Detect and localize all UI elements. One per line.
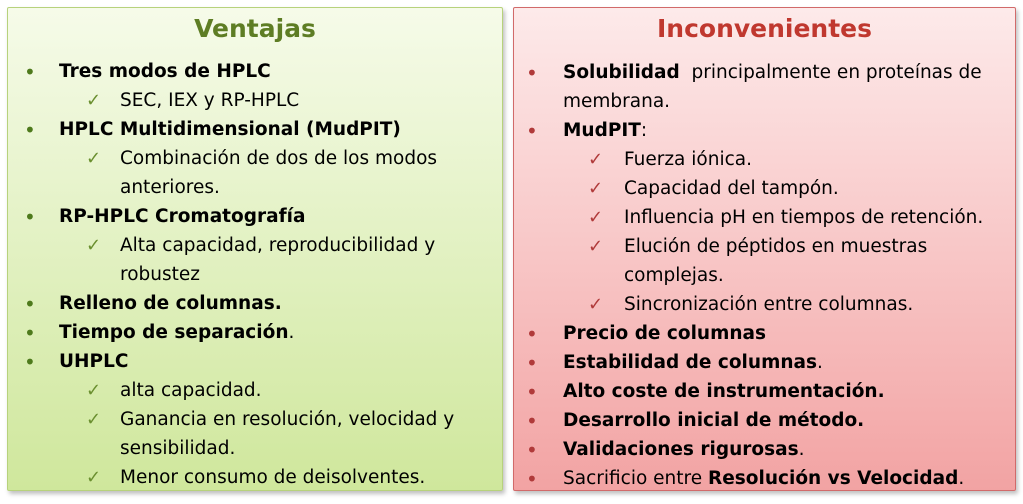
check-icon: ✓: [588, 294, 604, 315]
list-item-continuation: membrana.: [563, 91, 671, 112]
list-item: Tres modos de HPLC: [59, 61, 271, 82]
list-item: Alto coste de instrumentación.: [563, 381, 885, 402]
bullet-icon: •: [24, 350, 36, 374]
list-item: UHPLC: [59, 351, 129, 372]
bullet-icon: •: [526, 119, 538, 143]
list-item: RP-HPLC Cromatografía: [59, 206, 306, 227]
list-item: Capacidad del tampón.: [624, 178, 839, 199]
bullet-icon: •: [526, 351, 538, 375]
ventajas-panel: [7, 7, 503, 491]
check-icon: ✓: [86, 380, 102, 401]
check-icon: ✓: [86, 235, 102, 256]
list-item: Ganancia en resolución, velocidad y: [120, 409, 455, 430]
inconvenientes-panel: [513, 7, 1016, 491]
check-icon: ✓: [86, 90, 102, 111]
list-item: Sacrificio entre Resolución vs Velocidad.: [563, 468, 965, 489]
list-item: Solubilidad principalmente en proteínas de: [563, 62, 982, 83]
list-item: Tiempo de separación.: [59, 322, 295, 343]
bullet-icon: •: [24, 292, 36, 316]
bullet-icon: •: [526, 380, 538, 404]
list-item: Estabilidad de columnas.: [563, 352, 823, 373]
bullet-icon: •: [526, 438, 538, 462]
list-item: Sincronización entre columnas.: [624, 294, 914, 315]
inconvenientes-title: Inconvenientes: [656, 14, 873, 43]
list-item: Validaciones rigurosas.: [563, 439, 805, 460]
bullet-icon: •: [526, 409, 538, 433]
check-icon: ✓: [86, 467, 102, 488]
check-icon: ✓: [86, 409, 102, 430]
bullet-icon: •: [24, 118, 36, 142]
check-icon: ✓: [86, 148, 102, 169]
check-icon: ✓: [588, 149, 604, 170]
list-item: SEC, IEX y RP-HPLC: [120, 90, 300, 111]
list-item: Desarrollo inicial de método.: [563, 410, 865, 431]
list-item: Alta capacidad, reproducibilidad y: [120, 235, 436, 256]
bullet-icon: •: [24, 60, 36, 84]
list-item: Precio de columnas: [563, 323, 767, 344]
list-item-continuation: complejas.: [624, 265, 724, 286]
ventajas-title: Ventajas: [194, 14, 316, 43]
check-icon: ✓: [588, 178, 604, 199]
list-item: MudPIT:: [563, 120, 648, 141]
list-item: Fuerza iónica.: [624, 149, 752, 170]
check-icon: ✓: [588, 207, 604, 228]
list-item-continuation: sensibilidad.: [120, 438, 236, 459]
list-item-continuation: anteriores.: [120, 177, 220, 198]
list-item: HPLC Multidimensional (MudPIT): [59, 119, 401, 140]
list-item: Elución de péptidos en muestras: [624, 236, 928, 257]
bullet-icon: •: [526, 322, 538, 346]
list-item: Influencia pH en tiempos de retención.: [624, 207, 984, 228]
bullet-icon: •: [24, 321, 36, 345]
bullet-icon: •: [526, 467, 538, 491]
list-item: Combinación de dos de los modos: [120, 148, 438, 169]
bullet-icon: •: [526, 61, 538, 85]
list-item: Relleno de columnas.: [59, 293, 282, 314]
bullet-icon: •: [24, 205, 36, 229]
check-icon: ✓: [588, 236, 604, 257]
list-item-continuation: robustez: [120, 264, 200, 285]
list-item: alta capacidad.: [120, 380, 262, 401]
list-item: Menor consumo de deisolventes.: [120, 467, 426, 488]
